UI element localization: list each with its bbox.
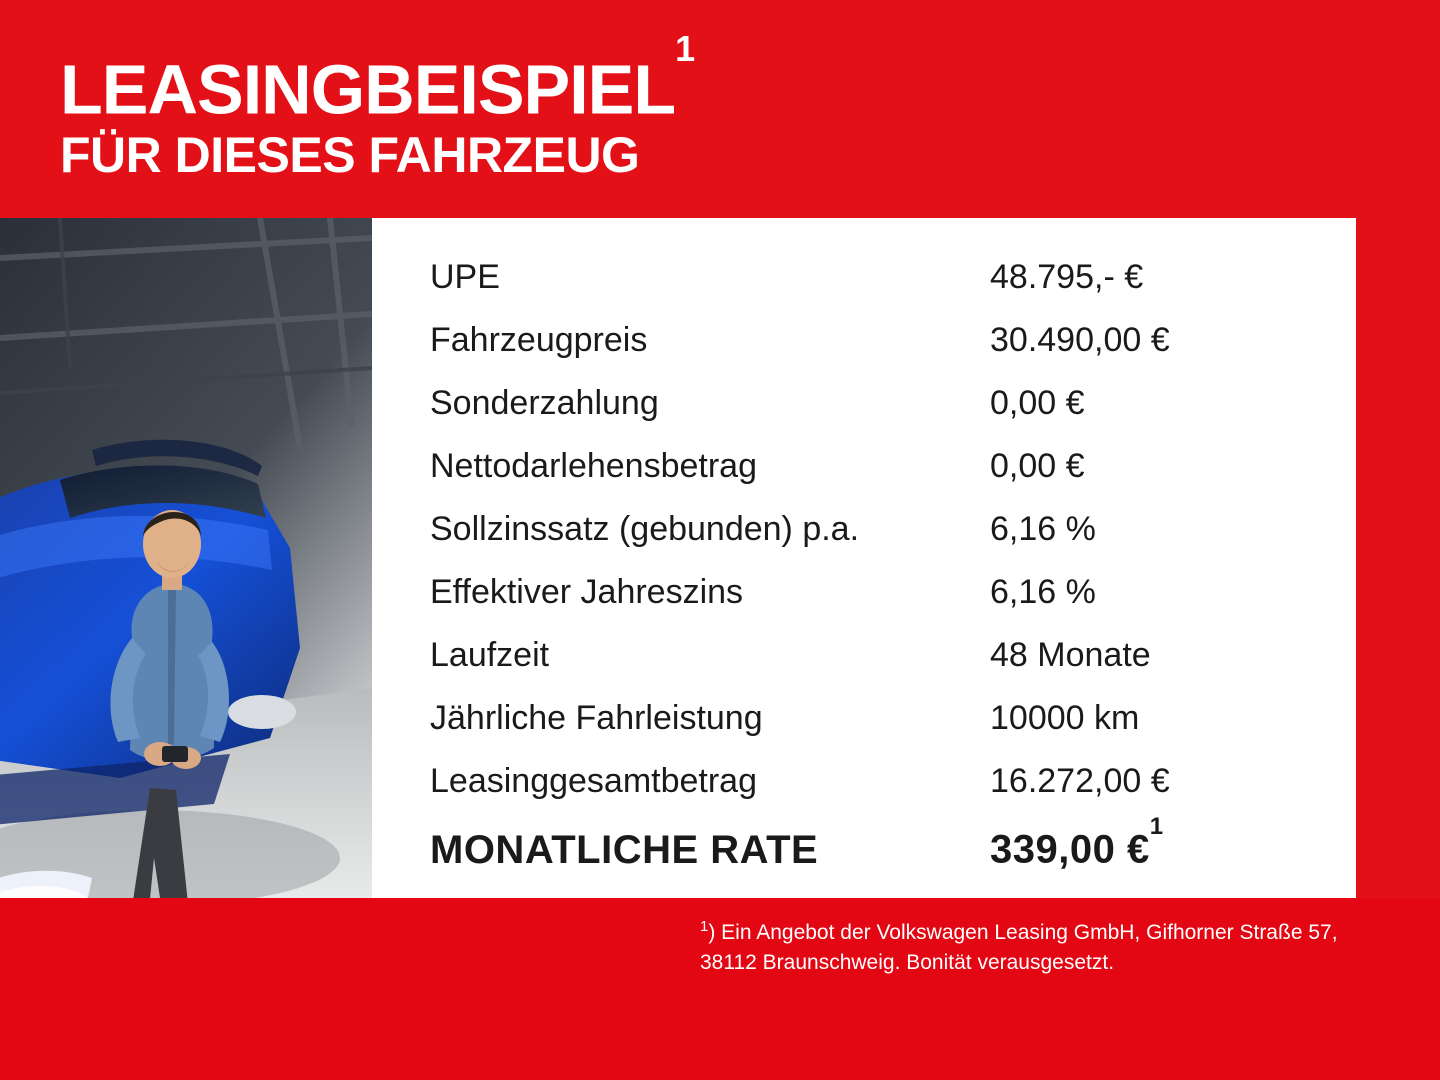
ad-header <box>0 0 1440 218</box>
row-label-leasinggesamtbetrag: Leasinggesamtbetrag <box>430 762 758 800</box>
row-label-sollzinssatz: Sollzinssatz (gebunden) p.a. <box>430 510 860 548</box>
row-value-jaehrliche-fahrleistung: 10000 km <box>990 699 1140 737</box>
vehicle-photo-illustration <box>0 218 372 898</box>
monthly-rate-footnote-marker: 1 <box>1149 813 1164 841</box>
table-row <box>372 372 1356 435</box>
row-value-laufzeit: 48 Monate <box>990 636 1151 674</box>
page-subtitle: FÜR DIESES FAHRZEUG <box>60 127 640 184</box>
row-label-laufzeit: Laufzeit <box>430 636 550 674</box>
row-value-monatliche-rate <box>990 813 1356 887</box>
row-value-sollzinssatz: 6,16 % <box>990 510 1096 548</box>
leasing-details-panel <box>372 218 1356 898</box>
table-row <box>372 309 1356 372</box>
row-value-nettodarlehensbetrag: 0,00 € <box>990 447 1085 485</box>
row-label-jaehrliche-fahrleistung: Jährliche Fahrleistung <box>430 699 763 737</box>
footnote-text: ) Ein Angebot der Volkswagen Leasing GmbH, Gifhorner Straße 57, 38112 Braunschweig. Bonität verausgesetzt. <box>700 921 1338 974</box>
row-label-effektiver-jahreszins: Effektiver Jahreszins <box>430 573 744 611</box>
headline-primary-text: LEASINGBEISPIEL <box>60 50 676 129</box>
table-row <box>372 246 1356 309</box>
row-value-sonderzahlung: 0,00 € <box>990 384 1085 422</box>
row-label-monatliche-rate: MONATLICHE RATE <box>430 827 819 872</box>
row-label-fahrzeugpreis: Fahrzeugpreis <box>430 321 648 359</box>
row-value-upe: 48.795,- € <box>990 258 1144 296</box>
table-row-monthly-rate <box>372 813 1356 887</box>
footnote <box>700 912 1340 978</box>
table-row <box>372 750 1356 813</box>
row-value-effektiver-jahreszins: 6,16 % <box>990 573 1096 611</box>
table-row <box>372 561 1356 624</box>
table-row <box>372 498 1356 561</box>
row-label-sonderzahlung: Sonderzahlung <box>430 384 659 422</box>
panel-right-margin <box>1356 218 1440 898</box>
row-label-nettodarlehensbetrag: Nettodarlehensbetrag <box>430 447 758 485</box>
row-label-upe: UPE <box>430 258 500 296</box>
footnote-marker: 1 <box>700 918 709 935</box>
monthly-rate-amount: 339,00 € <box>990 827 1150 872</box>
page-title <box>60 28 1440 129</box>
row-value-leasinggesamtbetrag: 16.272,00 € <box>990 762 1170 800</box>
table-row <box>372 435 1356 498</box>
headline-footnote-marker: 1 <box>675 28 695 69</box>
leasing-details-table <box>372 246 1356 887</box>
table-row <box>372 687 1356 750</box>
vehicle-photo <box>0 218 372 898</box>
table-row <box>372 624 1356 687</box>
row-value-fahrzeugpreis: 30.490,00 € <box>990 321 1170 359</box>
